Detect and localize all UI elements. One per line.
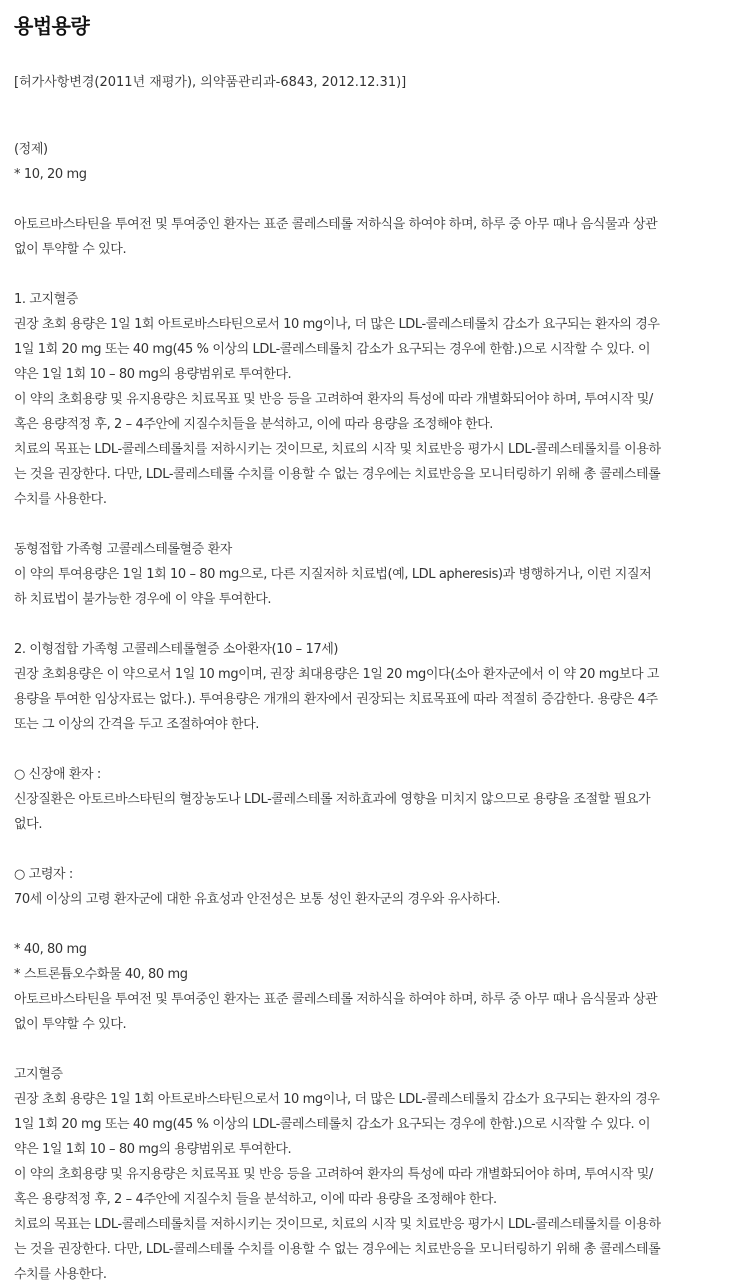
blank-line [14,912,729,937]
text-line: * 10, 20 mg [14,167,87,182]
text-line: 하 치료법이 불가능한 경우에 이 약을 투여한다. [14,592,272,607]
text-line: 수치를 사용한다. [14,492,107,507]
section-title: 용법용량 [14,14,90,38]
text-line: 1일 1회 20 mg 또는 40 mg(45 % 이상의 LDL-콜레스테롤치 감소가 요구되는 경우에 한함.)으로 시작할 수 있다. 이 [14,342,651,357]
text-line: 아토르바스타틴을 투여전 및 투여중인 환자는 표준 콜레스테롤 저하식을 하여야 하며, 하루 중 아무 때나 음식물과 상관 [14,992,658,1007]
text-line: 권장 초회 용량은 1일 1회 아트로바스타틴으로서 10 mg이나, 더 많은 LDL-콜레스테롤치 감소가 요구되는 환자의 경우 [14,1092,660,1107]
text-line: 용량을 투여한 임상자료는 없다.). 투여용량은 개개의 환자에서 권장되는 치료목표에 따라 적절히 증감한다. 용량은 4주 [14,692,658,707]
blank-line [14,512,729,537]
text-line: * 스트론튬오수화물 40, 80 mg [14,967,188,982]
text-line: 아토르바스타틴을 투여전 및 투여중인 환자는 표준 콜레스테롤 저하식을 하여야 하며, 하루 중 아무 때나 음식물과 상관 [14,217,658,232]
text-line: * 40, 80 mg [14,942,87,957]
text-line: 1. 고지혈증 [14,292,78,307]
text-line: 혹은 용량적정 후, 2 – 4주안에 지질수치들을 분석하고, 이에 따라 용량을 조정해야 한다. [14,417,494,432]
text-line: ○ 고령자 : [14,867,73,882]
text-line: 약은 1일 1회 10 – 80 mg의 용량범위로 투여한다. [14,367,292,382]
text-line: 2. 이형접합 가족형 고콜레스테롤혈증 소아환자(10 – 17세) [14,642,339,657]
text-line: 1일 1회 20 mg 또는 40 mg(45 % 이상의 LDL-콜레스테롤치 감소가 요구되는 경우에 한함.)으로 시작할 수 있다. 이 [14,1117,651,1132]
text-line: 없다. [14,817,43,832]
text-line: 신장질환은 아토르바스타틴의 혈장농도나 LDL-콜레스테롤 저하효과에 영향을 미치지 않으므로 용량을 조절할 필요가 [14,792,651,807]
text-line: 없이 투약할 수 있다. [14,242,127,257]
text-line: 없이 투약할 수 있다. [14,1017,127,1032]
text-line: ○ 신장애 환자 : [14,767,101,782]
text-line: 고지혈증 [14,1067,63,1082]
text-line: 는 것을 권장한다. 다만, LDL-콜레스테롤 수치를 이용할 수 없는 경우에는 치료반응을 모니터링하기 위해 총 콜레스테롤 [14,1242,661,1257]
text-line: 동형접합 가족형 고콜레스테롤혈증 환자 [14,542,232,557]
text-line: 수치를 사용한다. [14,1267,107,1282]
blank-line [14,262,729,287]
text-line: 이 약의 투여용량은 1일 1회 10 – 80 mg으로, 다른 지질저하 치료법(예, LDL apheresis)과 병행하거나, 이런 지질저 [14,567,652,582]
text-line: 권장 초회 용량은 1일 1회 아트로바스타틴으로서 10 mg이나, 더 많은 LDL-콜레스테롤치 감소가 요구되는 환자의 경우 [14,317,660,332]
revision-note: [허가사항변경(2011년 재평가), 의약품관리과-6843, 2012.12.31)] [14,75,407,90]
blank-line [14,187,729,212]
blank-line [14,612,729,637]
text-line: (정제) [14,142,48,157]
blank-line [14,1037,729,1062]
blank-line [14,837,729,862]
text-line: 또는 그 이상의 간격을 두고 조절하여야 한다. [14,717,259,732]
blank-line [14,737,729,762]
text-line: 는 것을 권장한다. 다만, LDL-콜레스테롤 수치를 이용할 수 없는 경우에는 치료반응을 모니터링하기 위해 총 콜레스테롤 [14,467,661,482]
dosage-text-body [14,137,729,1287]
text-line: 혹은 용량적정 후, 2 – 4주안에 지질수치 들을 분석하고, 이에 따라 용량을 조정해야 한다. [14,1192,497,1207]
text-line: 권장 초회용량은 이 약으로서 1일 10 mg이며, 권장 최대용량은 1일 20 mg이다(소아 환자군에서 이 약 20 mg보다 고 [14,667,660,682]
text-line: 이 약의 초회용량 및 유지용량은 치료목표 및 반응 등을 고려하여 환자의 특성에 따라 개별화되어야 하며, 투여시작 및/ [14,392,653,407]
text-line: 치료의 목표는 LDL-콜레스테롤치를 저하시키는 것이므로, 치료의 시작 및 치료반응 평가시 LDL-콜레스테롤치를 이용하 [14,1217,661,1232]
text-line: 70세 이상의 고령 환자군에 대한 유효성과 안전성은 보통 성인 환자군의 경우와 유사하다. [14,892,501,907]
text-line: 치료의 목표는 LDL-콜레스테롤치를 저하시키는 것이므로, 치료의 시작 및 치료반응 평가시 LDL-콜레스테롤치를 이용하 [14,442,661,457]
text-line: 약은 1일 1회 10 – 80 mg의 용량범위로 투여한다. [14,1142,292,1157]
text-line: 이 약의 초회용량 및 유지용량은 치료목표 및 반응 등을 고려하여 환자의 특성에 따라 개별화되어야 하며, 투여시작 및/ [14,1167,653,1182]
